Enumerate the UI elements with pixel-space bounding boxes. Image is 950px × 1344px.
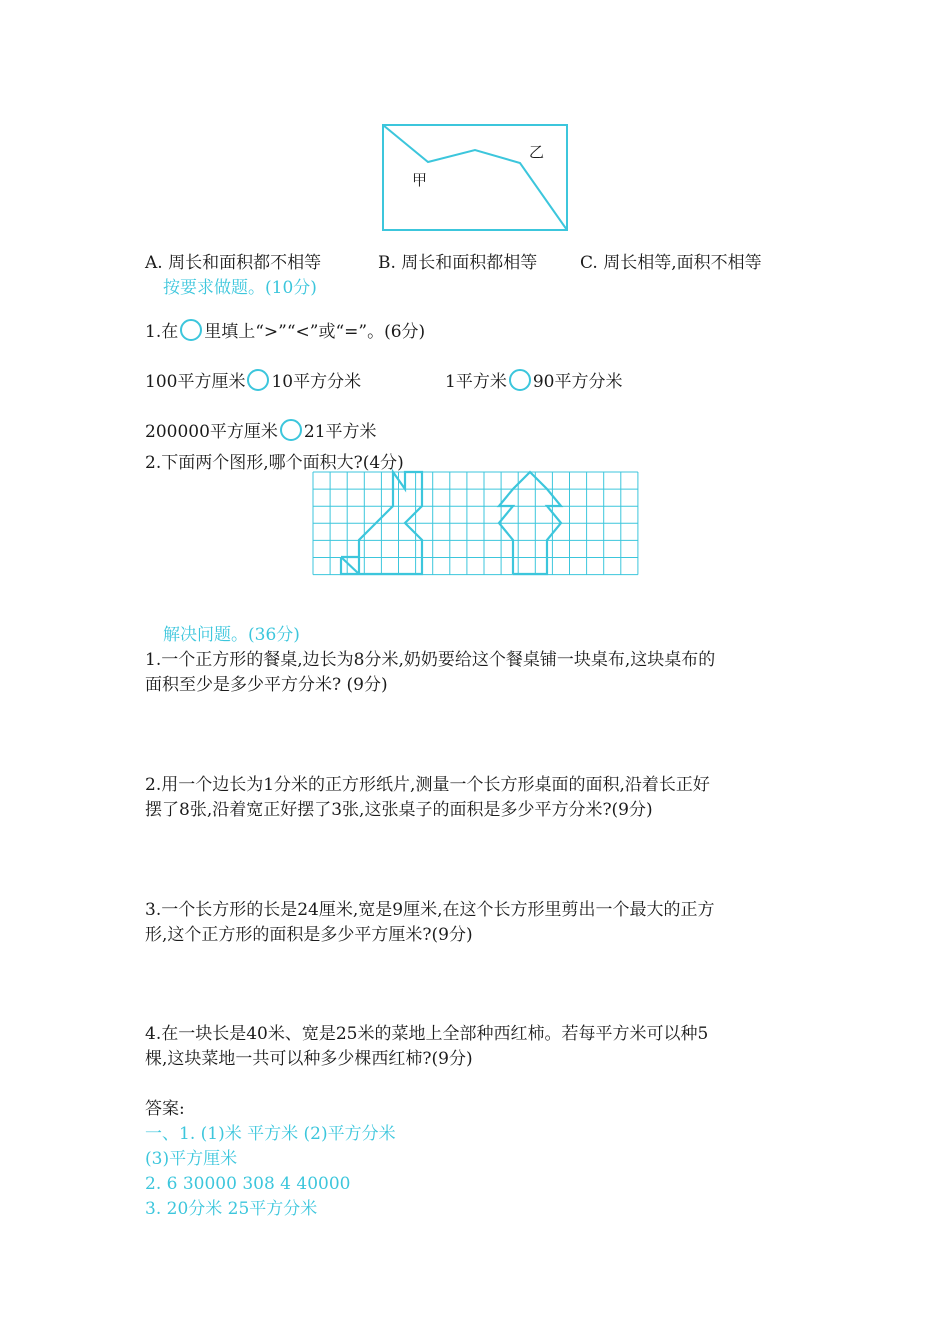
- compare-value: 100平方厘米: [145, 372, 246, 392]
- problem-3-line-2: 形,这个正方形的面积是多少平方厘米?(9分): [145, 925, 473, 945]
- grid-lines: [313, 472, 638, 575]
- compare-value: 200000平方厘米: [145, 422, 278, 442]
- compare-value: 21平方米: [303, 422, 377, 442]
- choice-c[interactable]: C. 周长相等,面积不相等: [580, 253, 762, 273]
- answers-line-3: 2. 6 30000 308 4 40000: [145, 1174, 351, 1194]
- figure-left-inner: [341, 557, 359, 574]
- section-heading-problems: 解决问题。(36分): [163, 625, 300, 645]
- region-label-jia: 甲: [412, 171, 428, 189]
- answers-line-1: 一、1. (1)米 平方米 (2)平方分米: [145, 1124, 396, 1144]
- compare-value: 10平方分米: [271, 372, 362, 392]
- choice-a[interactable]: A. 周长和面积都不相等: [145, 253, 322, 273]
- grid-figures: [0, 0, 950, 600]
- problem-2-line-2: 摆了8张,沿着宽正好摆了3张,这张桌子的面积是多少平方分米?(9分): [145, 800, 653, 820]
- region-label-yi: 乙: [529, 143, 545, 161]
- answers-title: 答案:: [145, 1099, 185, 1119]
- problem-3-line-1: 3.一个长方形的长是24厘米,宽是9厘米,在这个长方形里剪出一个最大的正方: [145, 900, 715, 920]
- problem-1-line-2: 面积至少是多少平方分米? (9分): [145, 675, 388, 695]
- question-compare-prefix: 1.在: [145, 322, 179, 342]
- section-heading-exercises: 按要求做题。(10分): [163, 278, 317, 298]
- problem-4-line-1: 4.在一块长是40米、宽是25米的菜地上全部种西红柿。若每平方米可以种5: [145, 1024, 709, 1044]
- question-area-compare: 2.下面两个图形,哪个面积大?(4分): [145, 453, 404, 473]
- answers-line-4: 3. 20分米 25平方分米: [145, 1199, 318, 1219]
- compare-value: 1平方米: [445, 372, 507, 392]
- question-compare-suffix: 里填上“>”“<”或“=”。(6分): [204, 322, 426, 342]
- problem-1-line-1: 1.一个正方形的餐桌,边长为8分米,奶奶要给这个餐桌铺一块桌布,这块桌布的: [145, 650, 716, 670]
- answers-line-2: (3)平方厘米: [145, 1149, 238, 1169]
- compare-value: 90平方分米: [532, 372, 623, 392]
- problem-4-line-2: 棵,这块菜地一共可以种多少棵西红柿?(9分): [145, 1049, 473, 1069]
- choice-b[interactable]: B. 周长和面积都相等: [378, 253, 538, 273]
- problem-2-line-1: 2.用一个边长为1分米的正方形纸片,测量一个长方形桌面的面积,沿着长正好: [145, 775, 710, 795]
